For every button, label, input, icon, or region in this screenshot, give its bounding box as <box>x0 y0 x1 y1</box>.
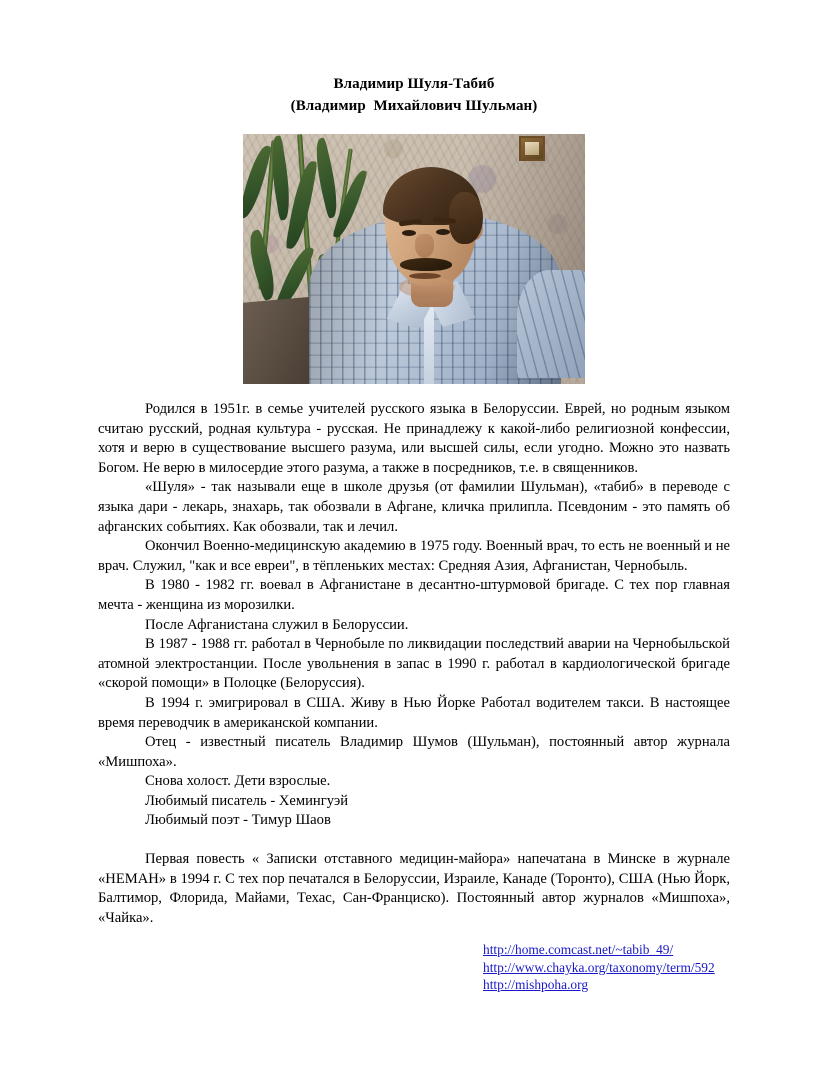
document-title <box>98 0 730 117</box>
portrait-photo <box>243 134 585 384</box>
photo-wall-picture-frame <box>519 136 545 161</box>
photo-subject-mouth <box>409 273 441 279</box>
title-line-secondary: (Владимир Михайлович Шульман) <box>290 98 538 114</box>
paragraph-emigration: В 1994 г. эмигрировал в США. Живу в Нью Йорке Работал водителем такси. В настоящее время переводчик в американской компании. <box>98 694 730 731</box>
paragraph-favorite-writer: Любимый писатель - Хемингуэй <box>145 792 349 809</box>
paragraph-family-status: Снова холост. Дети взрослые. <box>145 773 331 790</box>
biography-text <box>98 400 730 928</box>
photo-subject-chin <box>399 276 455 298</box>
paragraph-birth: Родился в 1951г. в семье учителей русского языка в Белоруссии. Еврей, но родным языком считаю русский, родная культура - русская. Не принадлежу к какой-либо религиозной конфессии, хотя и верю в существование высшего разума, или высшей силы, если угодно. Можно это назвать Богом. Не верю в милосердие этого разума, а также в посредников, т.е. в священников. <box>98 401 730 476</box>
paragraph-nickname: «Шуля» - так называли еще в школе друзья (от фамилии Шульман), «табиб» в переводе с языка дари - лекарь, знахарь, так обозвали в Афгане, кличка прилипла. Псевдоним - это память об афганских событиях. Как обозвали, так и лечил. <box>98 479 730 535</box>
link-chayka-org[interactable]: http://www.chayka.org/taxonomy/term/592 <box>483 959 715 975</box>
link-home-comcast[interactable]: http://home.comcast.net/~tabib_49/ <box>483 942 674 958</box>
photo-subject-eye-right <box>436 229 450 235</box>
document-content <box>98 0 730 994</box>
title-line-primary: Владимир Шуля-Табиб <box>333 76 495 92</box>
photo-subject-arm <box>517 270 585 378</box>
photo-subject-eye-left <box>402 230 416 236</box>
photo-subject-mustache <box>400 258 452 271</box>
paragraph-spacer <box>98 831 730 850</box>
paragraph-first-novel: Первая повесть « Записки отставного медицин-майора» напечатана в Минске в журнале «НЕМАН» в 1994 г. С тех пор печатался в Белоруссии, Израиле, Канаде (Торонто), США (Нью Йорк, Балтимор, Флорида, Майами, Техас, Сан-Франциско). Постоянный автор журналов «Мишпоха», «Чайка». <box>98 851 730 926</box>
paragraph-afghanistan: В 1980 - 1982 гг. воевал в Афганистане в десантно-штурмовой бригаде. С тех пор главная мечта - женщина из морозилки. <box>98 577 730 613</box>
portrait-photo-container <box>98 134 730 384</box>
links-block <box>483 941 730 994</box>
paragraph-father: Отец - известный писатель Владимир Шумов (Шульман), постоянный автор журнала «Мишпоха». <box>98 734 730 770</box>
paragraph-favorite-poet: Любимый поэт - Тимур Шаов <box>145 812 331 829</box>
link-mishpoha-org[interactable]: http://mishpoha.org <box>483 977 589 993</box>
photo-subject-nose <box>415 234 434 258</box>
paragraph-belarus-service: После Афганистана служил в Белоруссии. <box>145 616 409 633</box>
paragraph-chernobyl: В 1987 - 1988 гг. работал в Чернобыле по ликвидации последствий аварии на Чернобыльской атомной электростанции. После увольнения в запас в 1990 г. работал в кардиологической бригаде «скорой помощи» в Полоцке (Белоруссия). <box>98 636 730 692</box>
paragraph-education: Окончил Военно-медицинскую академию в 1975 году. Военный врач, то есть не военный и не врач. Служил, "как и все евреи", в тёпленьких местах: Средняя Азия, Афганистан, Чернобыль. <box>98 538 730 574</box>
